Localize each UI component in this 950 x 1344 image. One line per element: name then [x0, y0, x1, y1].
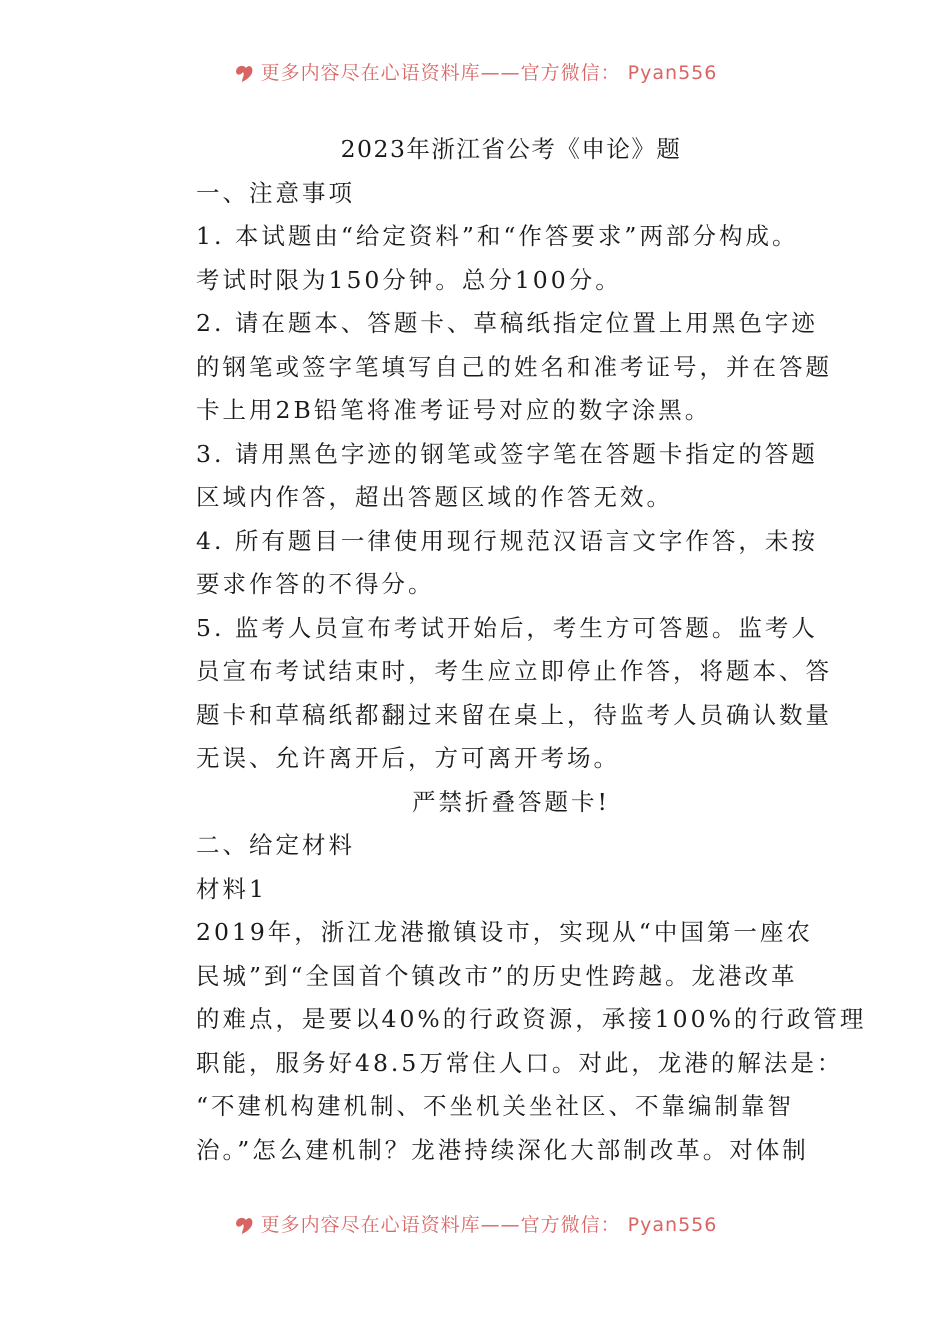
text-line: 一、注意事项: [196, 178, 355, 207]
logo-icon: [233, 1213, 255, 1235]
text-line: 5. 监考人员宣布考试开始后，考生方可答题。监考人: [196, 613, 818, 642]
text-line: 职能，服务好48.5万常住人口。对此，龙港的解法是：: [196, 1048, 844, 1077]
text-line: 2. 请在题本、答题卡、草稿纸指定位置上用黑色字迹: [196, 309, 818, 337]
watermark-text: 更多内容尽在心语资料库——官方微信： Pyan556: [260, 1214, 718, 1236]
text-line: 卡上用2B铅笔将准考证号对应的数字涂黑。: [196, 396, 712, 424]
text-line: “不建机构建机制、不坐机关坐社区、不靠编制靠智: [196, 1092, 795, 1120]
text-line: 二、给定材料: [196, 831, 355, 859]
watermark-footer: [0, 1210, 950, 1237]
document-page: [196, 128, 867, 1172]
text-line: 的难点，是要以40%的行政资源，承接100%的行政管理: [196, 1005, 867, 1033]
text-line: 员宣布考试结束时，考生应立即停止作答，将题本、答: [196, 657, 832, 685]
text-line: 1. 本试题由“给定资料”和“作答要求”两部分构成。: [196, 222, 799, 250]
text-line: 4. 所有题目一律使用现行规范汉语言文字作答，未按: [196, 526, 818, 555]
document-title: 2023年浙江省公考《申论》题: [340, 135, 682, 163]
text-line: 民城”到“全国首个镇改市”的历史性跨越。龙港改革: [196, 961, 798, 990]
text-line: 无误、允许离开后，方可离开考场。: [196, 744, 620, 772]
text-line: 2019年，浙江龙港撤镇设市，实现从“中国第一座农: [196, 918, 813, 946]
text-line: 治。”怎么建机制？龙港持续深化大部制改革。对体制: [196, 1135, 809, 1164]
text-line: 考试时限为150分钟。总分100分。: [196, 265, 622, 294]
watermark-header: [0, 58, 950, 85]
text-line: 区域内作答，超出答题区域的作答无效。: [196, 483, 673, 511]
text-line: 的钢笔或签字笔填写自己的姓名和准考证号，并在答题: [196, 352, 832, 381]
text-line: 3. 请用黑色字迹的钢笔或签字笔在答题卡指定的答题: [196, 439, 818, 468]
text-line: 题卡和草稿纸都翻过来留在桌上，待监考人员确认数量: [196, 700, 832, 729]
logo-icon: [233, 61, 255, 83]
text-line: 要求作答的不得分。: [196, 570, 435, 598]
watermark-text: 更多内容尽在心语资料库——官方微信： Pyan556: [260, 62, 718, 84]
text-line: 材料1: [196, 874, 267, 903]
notice-line: 严禁折叠答题卡!: [412, 787, 610, 816]
